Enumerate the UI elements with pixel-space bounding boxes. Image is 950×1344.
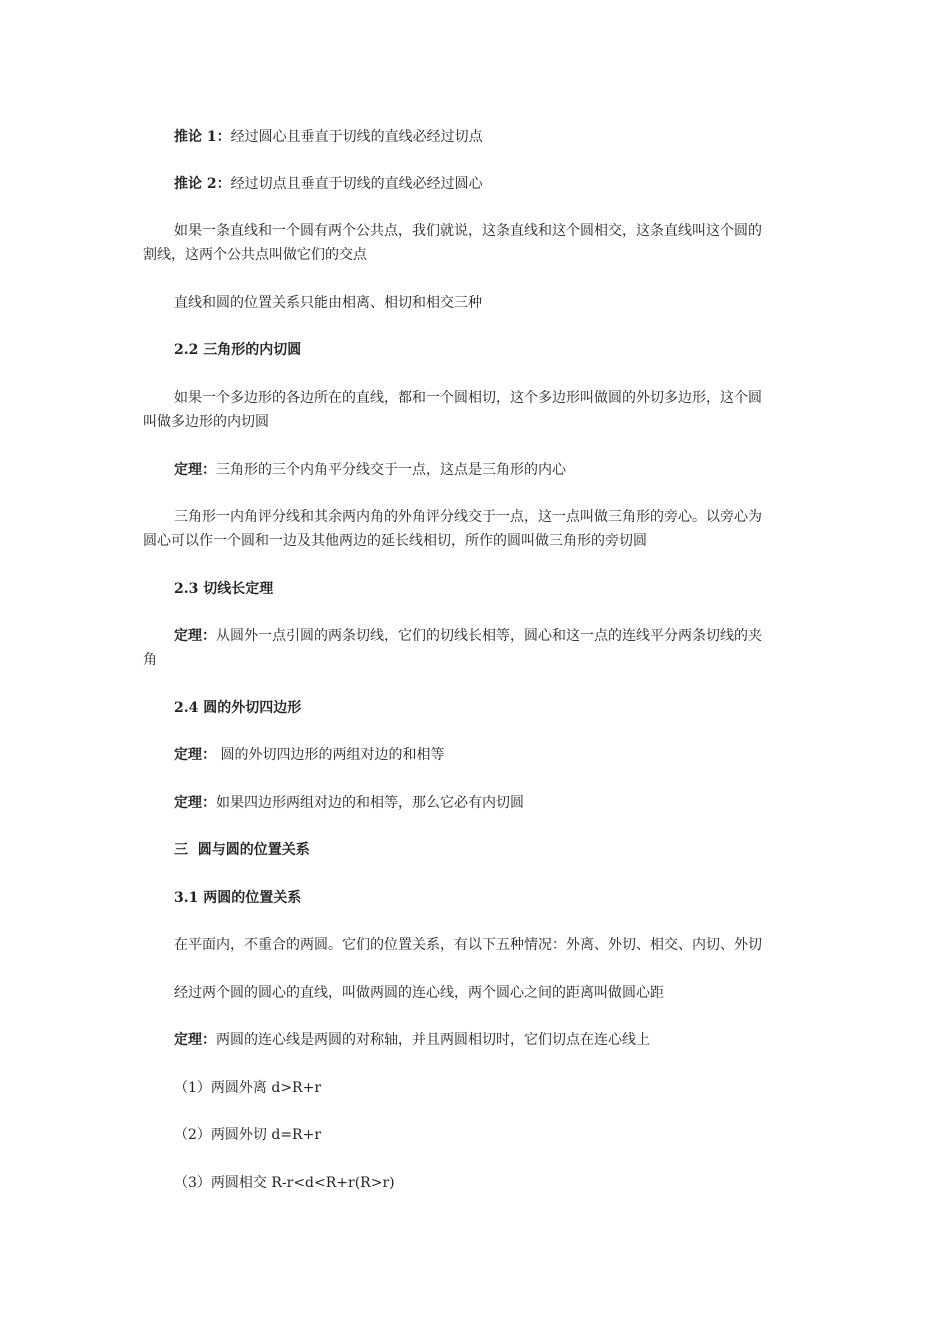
theorem-circumscribed-quad [174,747,814,763]
heading-3-1: 3.1 两圆的位置关系 [174,890,302,906]
excenter-paragraph-line-2: 圆心可以作一个圆和一边及其他两边的延长线相切，所作的圆叫做三角形的旁切圆 [143,533,647,549]
corollary-2-label: 推论 2： [174,176,231,192]
theorem-quad-incircle-text: 如果四边形两组对边的和相等，那么它必有内切圆 [216,795,524,811]
incircle-paragraph-line-2: 叫做多边形的内切圆 [143,414,269,430]
corollary-1-label: 推论 1： [174,129,231,145]
heading-3: 三 圆与圆的位置关系 [174,842,310,858]
incircle-paragraph-line-1: 如果一个多边形的各边所在的直线，都和一个圆相切，这个多边形叫做圆的外切多边形，这个圆 [174,390,762,406]
theorem-symmetry-axis-label: 定理： [174,1032,216,1048]
theorem-quad-incircle-label: 定理： [174,795,216,811]
theorem-tangent-length-line-2: 角 [143,652,157,668]
theorem-tangent-length-line-1 [174,628,814,644]
theorem-quad-incircle [174,795,814,811]
corollary-2-text: 经过切点且垂直于切线的直线必经过圆心 [230,176,483,192]
secant-paragraph-line-2: 割线，这两个公共点叫做它们的交点 [143,247,367,263]
corollary-2 [174,176,814,192]
theorem-incenter-label: 定理： [174,462,216,478]
corollary-1 [174,129,814,145]
secant-paragraph-line-1: 如果一条直线和一个圆有两个公共点，我们就说，这条直线和这个圆相交，这条直线叫这个圆的 [174,223,762,239]
excenter-paragraph-line-1: 三角形一内角评分线和其余两内角的外角评分线交于一点，这一点叫做三角形的旁心。以旁心为 [174,509,762,525]
theorem-incenter-text: 三角形的三个内角平分线交于一点，这点是三角形的内心 [216,462,566,478]
case-3-intersecting: （3）两圆相交 R-r<d<R+r(R>r) [174,1175,395,1191]
theorem-incenter [174,462,814,478]
theorem-tangent-length-text: 从圆外一点引圆的两条切线，它们的切线长相等，圆心和这一点的连线平分两条切线的夹 [216,628,762,644]
two-circles-positions: 在平面内，不重合的两圆。它们的位置关系，有以下五种情况：外离、外切、相交、内切、外切 [174,937,762,953]
line-circle-relations: 直线和圆的位置关系只能由相离、相切和相交三种 [174,295,482,311]
case-1-externally-separate: （1）两圆外离 d>R+r [174,1080,322,1096]
heading-2-2: 2.2 三角形的内切圆 [174,342,302,358]
theorem-symmetry-axis [174,1032,814,1048]
theorem-circumscribed-quad-label: 定理： [174,747,216,763]
heading-2-4: 2.4 圆的外切四边形 [174,700,302,716]
line-of-centers: 经过两个圆的圆心的直线，叫做两圆的连心线，两个圆心之间的距离叫做圆心距 [174,985,664,1001]
theorem-symmetry-axis-text: 两圆的连心线是两圆的对称轴，并且两圆相切时，它们切点在连心线上 [216,1032,650,1048]
theorem-tangent-length-label: 定理： [174,628,216,644]
case-2-externally-tangent: （2）两圆外切 d=R+r [174,1127,322,1143]
theorem-circumscribed-quad-text: 圆的外切四边形的两组对边的和相等 [216,747,445,763]
heading-2-3: 2.3 切线长定理 [174,581,274,597]
corollary-1-text: 经过圆心且垂直于切线的直线必经过切点 [230,129,483,145]
